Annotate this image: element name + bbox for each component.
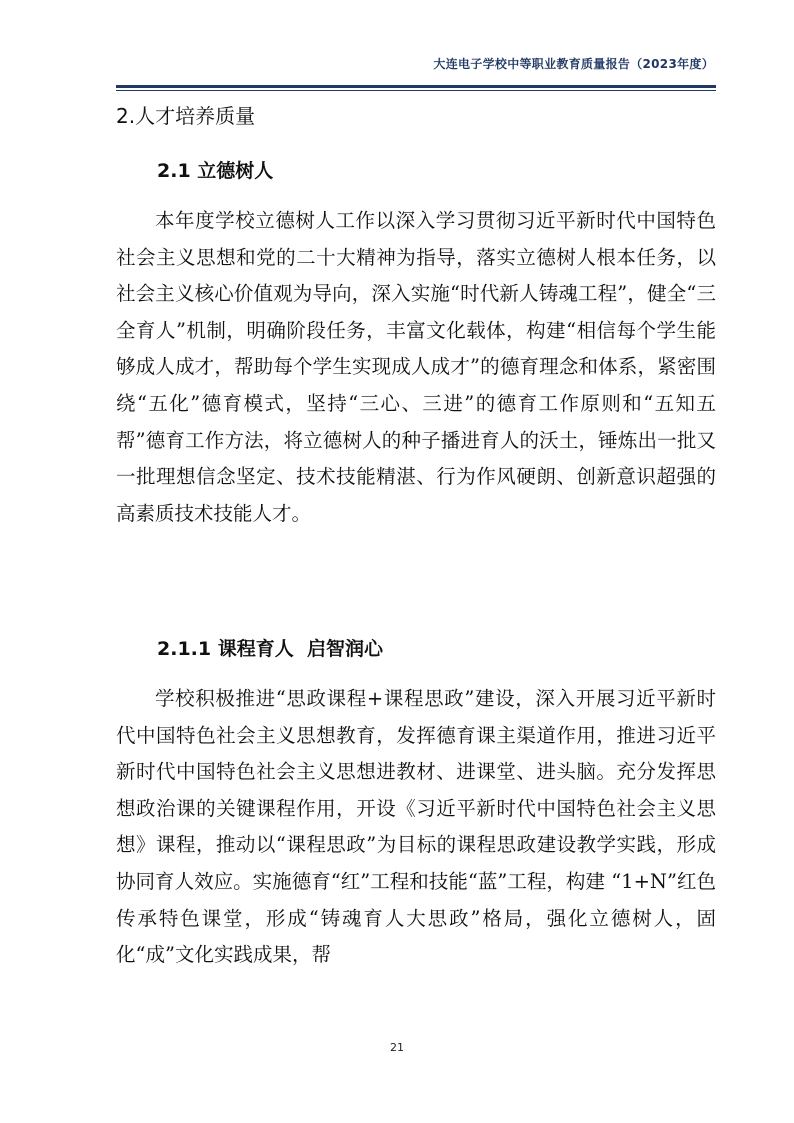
- subsection-heading: 2.1 立德树人: [157, 160, 274, 182]
- subsubsection-paragraph: 学校积极推进“思政课程+课程思政”建设，深入开展习近平新时代中国特色社会主义思想教育，发挥德育课主渠道作用，推进习近平新时代中国特色社会主义思想进教材、进课堂、进头脑。充分发挥思想政治课的关键课程作用，开设《习近平新时代中国特色社会主义思想》课程，推动以“课程思政”为目标的课程思政建设教学实践，形成协同育人效应。实施德育“红”工程和技能“蓝”工程，构建 “1+N”红色传承特色课堂，形成“铸魂育人大思政”格局，强化立德树人，固化“成”文化实践成果，帮: [116, 687, 716, 967]
- page-number: 21: [390, 1041, 404, 1054]
- running-header: 大连电子学校中等职业教育质量报告（2023年度）: [433, 57, 714, 71]
- header-rule-thin: [116, 90, 716, 91]
- subsubsection-heading: 2.1.1 课程育人 启智润心: [157, 638, 383, 660]
- header-rule-thick: [116, 85, 716, 88]
- subsection-paragraph: 本年度学校立德树人工作以深入学习贯彻习近平新时代中国特色社会主义思想和党的二十大精神为指导，落实立德树人根本任务，以社会主义核心价值观为导向，深入实施“时代新人铸魂工程”，健全“三全育人”机制，明确阶段任务，丰富文化载体，构建“相信每个学生能够成人成才，帮助每个学生实现成人成才”的德育理念和体系，紧密围绕“五化”德育模式，坚持“三心、三进”的德育工作原则和“五知五帮”德育工作方法，将立德树人的种子播进育人的沃土，锤炼出一批又一批理想信念坚定、技术技能精湛、行为作风硬朗、创新意识超强的高素质技术技能人才。: [116, 209, 716, 525]
- section-heading: 2.人才培养质量: [116, 104, 256, 128]
